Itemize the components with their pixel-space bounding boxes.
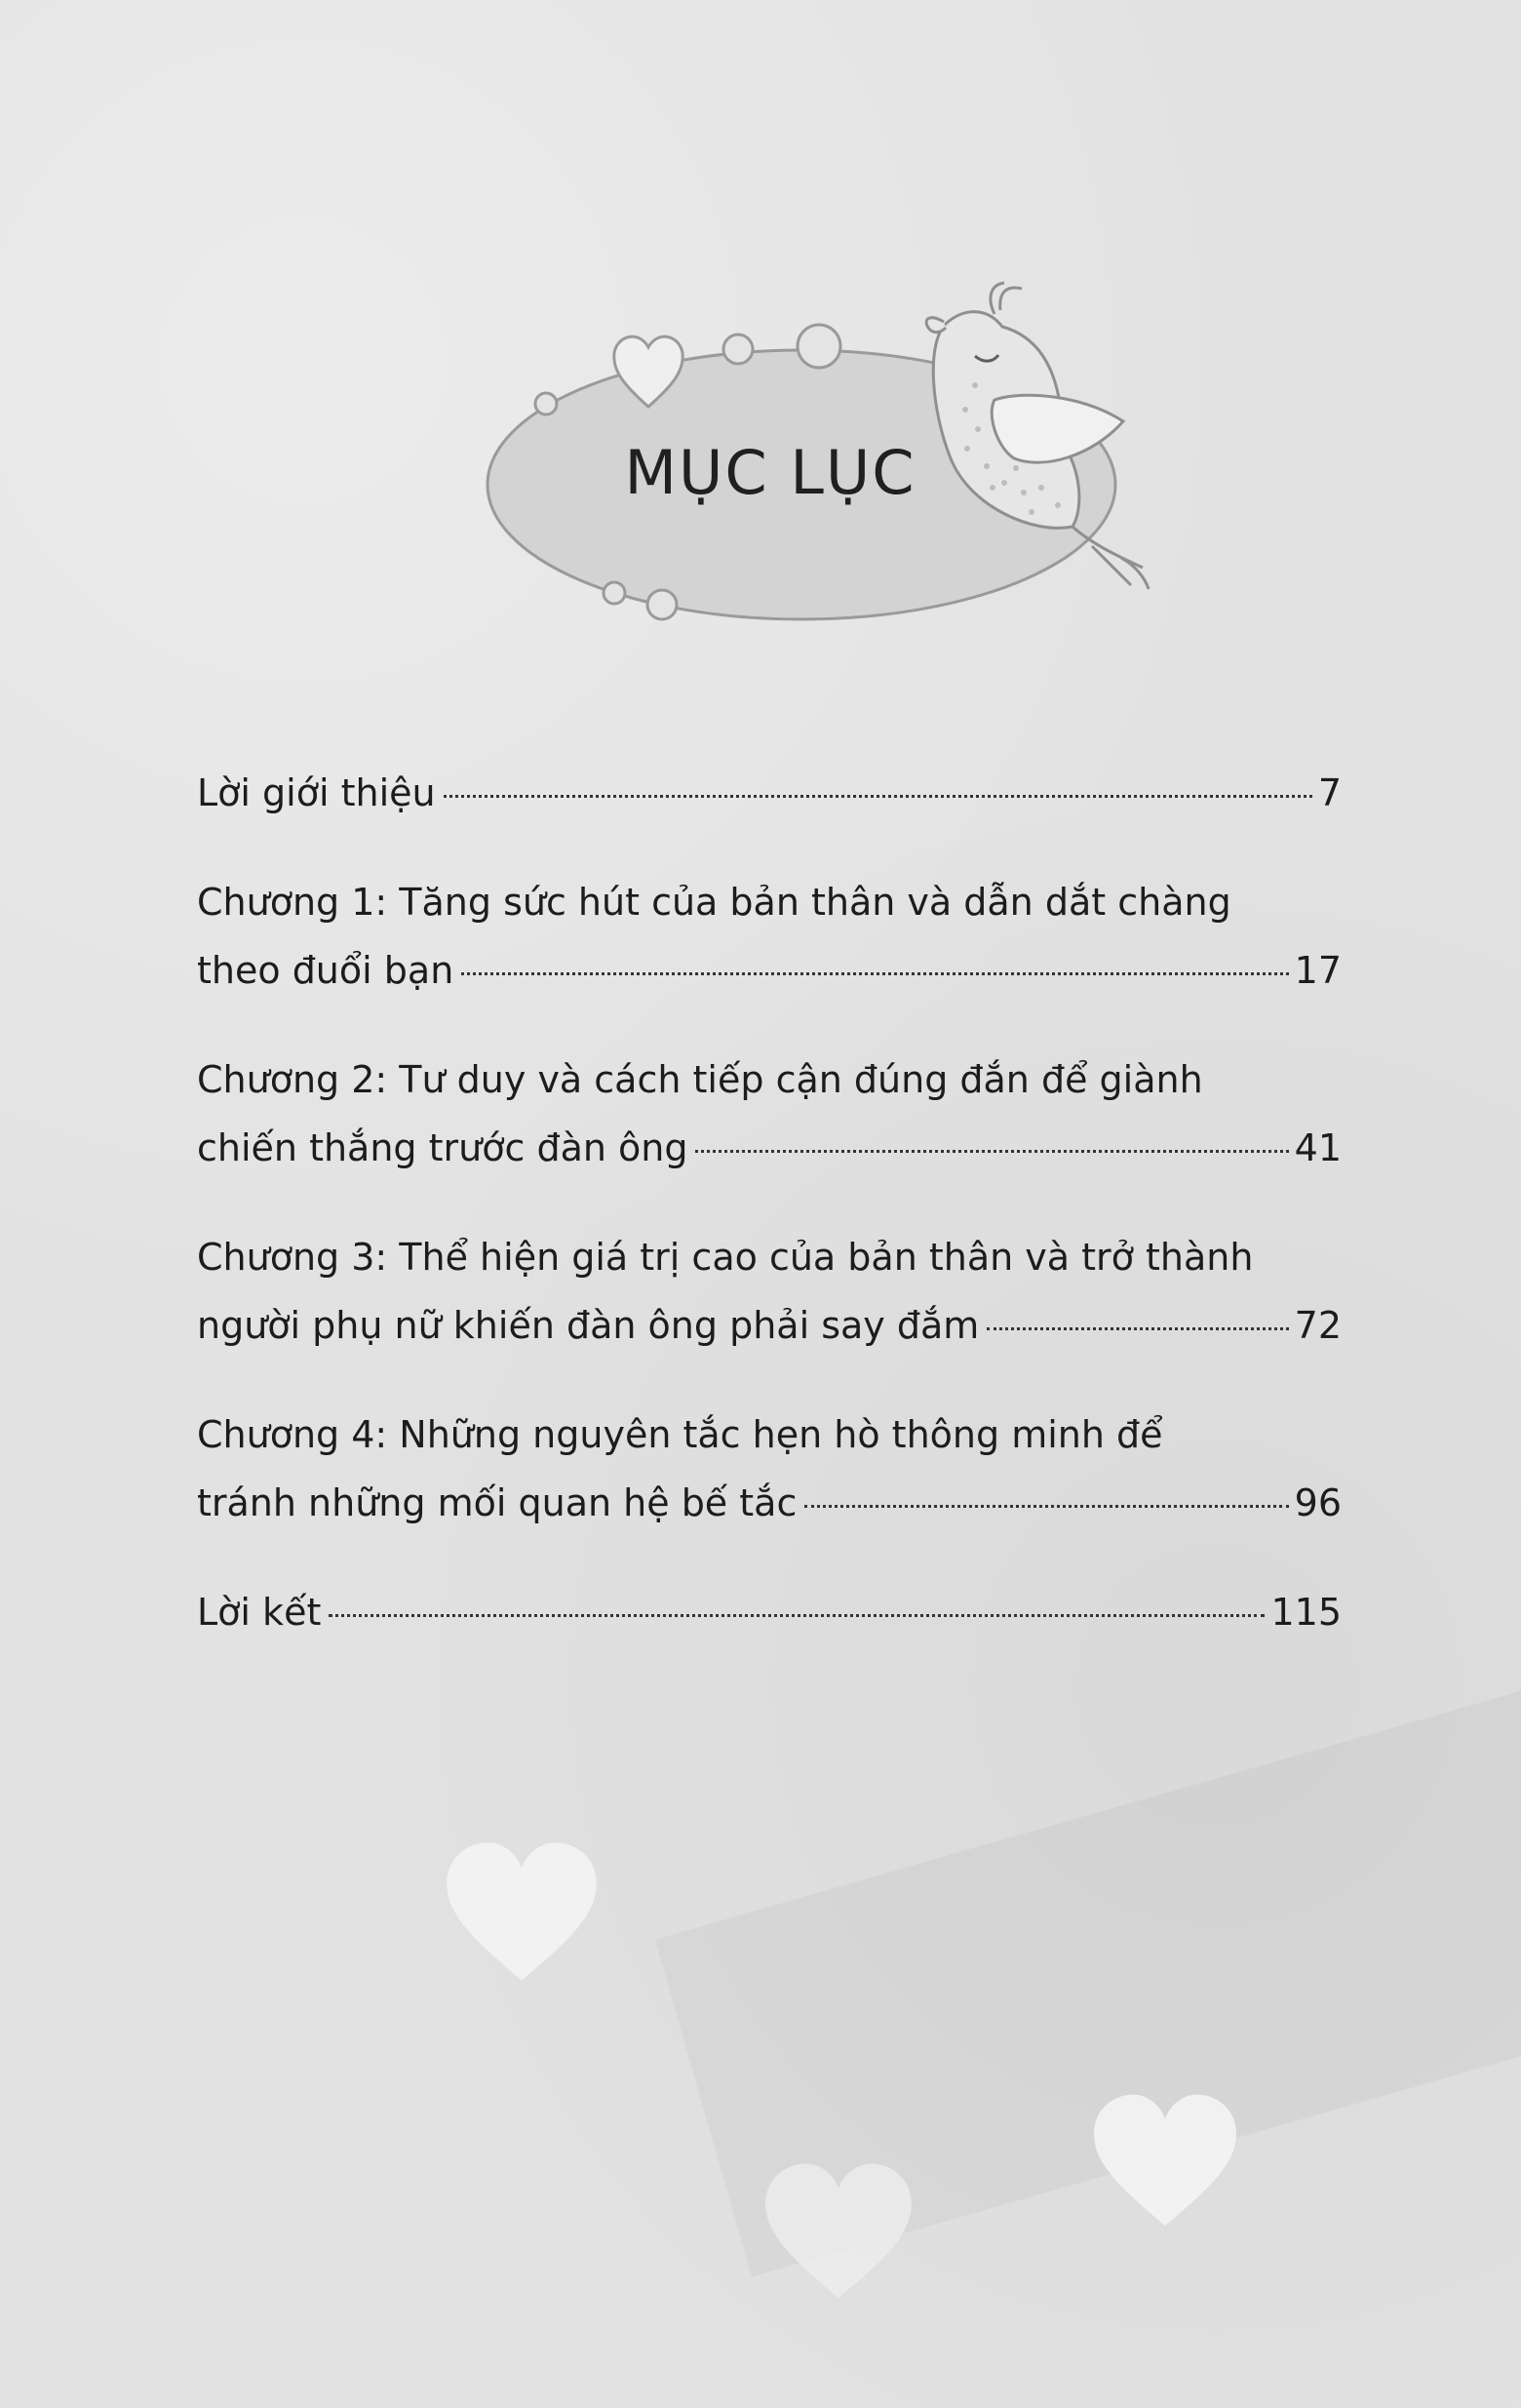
toc-entry-line <box>197 1469 1342 1537</box>
heart-icon <box>444 1838 600 1985</box>
toc-entry-line <box>197 936 1342 1005</box>
toc-entry-chapter-4[interactable] <box>197 1401 1342 1537</box>
toc-entry-title: Lời giới thiệu <box>197 771 436 814</box>
dot-leader <box>461 972 1288 975</box>
toc-entry-title: Chương 1: Tăng sức hút của bản thân và dẫn dắt chàng <box>197 881 1231 924</box>
toc-entry-chapter-3[interactable] <box>197 1223 1342 1360</box>
dot-leader <box>804 1505 1288 1508</box>
toc-page-number: 96 <box>1294 1481 1342 1524</box>
toc-page-number: 41 <box>1294 1126 1342 1169</box>
toc-entry-chapter-1[interactable] <box>197 868 1342 1005</box>
dot-leader <box>444 795 1312 798</box>
toc-page-number: 7 <box>1317 771 1342 814</box>
bead-circle <box>647 590 677 619</box>
toc-entry-title-continued: tránh những mối quan hệ bế tắc <box>197 1481 798 1524</box>
toc-entry-line <box>197 1578 1342 1646</box>
bead-circle <box>798 325 840 368</box>
toc-page-number: 72 <box>1294 1304 1342 1347</box>
toc-entry-line <box>197 759 1342 827</box>
dot-leader <box>695 1150 1288 1153</box>
heart-icon <box>762 2160 915 2302</box>
toc-page-number: 115 <box>1270 1591 1342 1634</box>
toc-entry-title-continued: người phụ nữ khiến đàn ông phải say đắm <box>197 1304 980 1347</box>
bead-circle <box>723 335 753 364</box>
toc-entry-line <box>197 1114 1342 1182</box>
bead-circle <box>604 582 625 604</box>
title-illustration <box>0 0 1521 683</box>
bead-circle <box>535 393 557 414</box>
toc-entry-conclusion[interactable] <box>197 1578 1342 1646</box>
dot-leader <box>329 1614 1265 1617</box>
toc-entry-title: Lời kết <box>197 1591 322 1634</box>
toc-entry-title: Chương 4: Những nguyên tắc hẹn hò thông minh để <box>197 1413 1163 1456</box>
toc-entry-title: Chương 3: Thể hiện giá trị cao của bản thân và trở thành <box>197 1236 1254 1279</box>
toc-page-number: 17 <box>1294 949 1342 992</box>
toc-entry-title-continued: theo đuổi bạn <box>197 949 454 992</box>
toc-entry-title-continued: chiến thắng trước đàn ông <box>197 1126 688 1169</box>
table-of-contents <box>197 759 1342 1687</box>
toc-entry-line <box>197 1291 1342 1360</box>
dot-leader <box>987 1327 1288 1330</box>
toc-entry-title: Chương 2: Tư duy và cách tiếp cận đúng đắn để giành <box>197 1058 1203 1101</box>
toc-entry-intro[interactable] <box>197 759 1342 827</box>
toc-entry-chapter-2[interactable] <box>197 1046 1342 1182</box>
heart-icon <box>1087 2092 1243 2229</box>
page-title: MỤC LỤC <box>624 437 916 508</box>
